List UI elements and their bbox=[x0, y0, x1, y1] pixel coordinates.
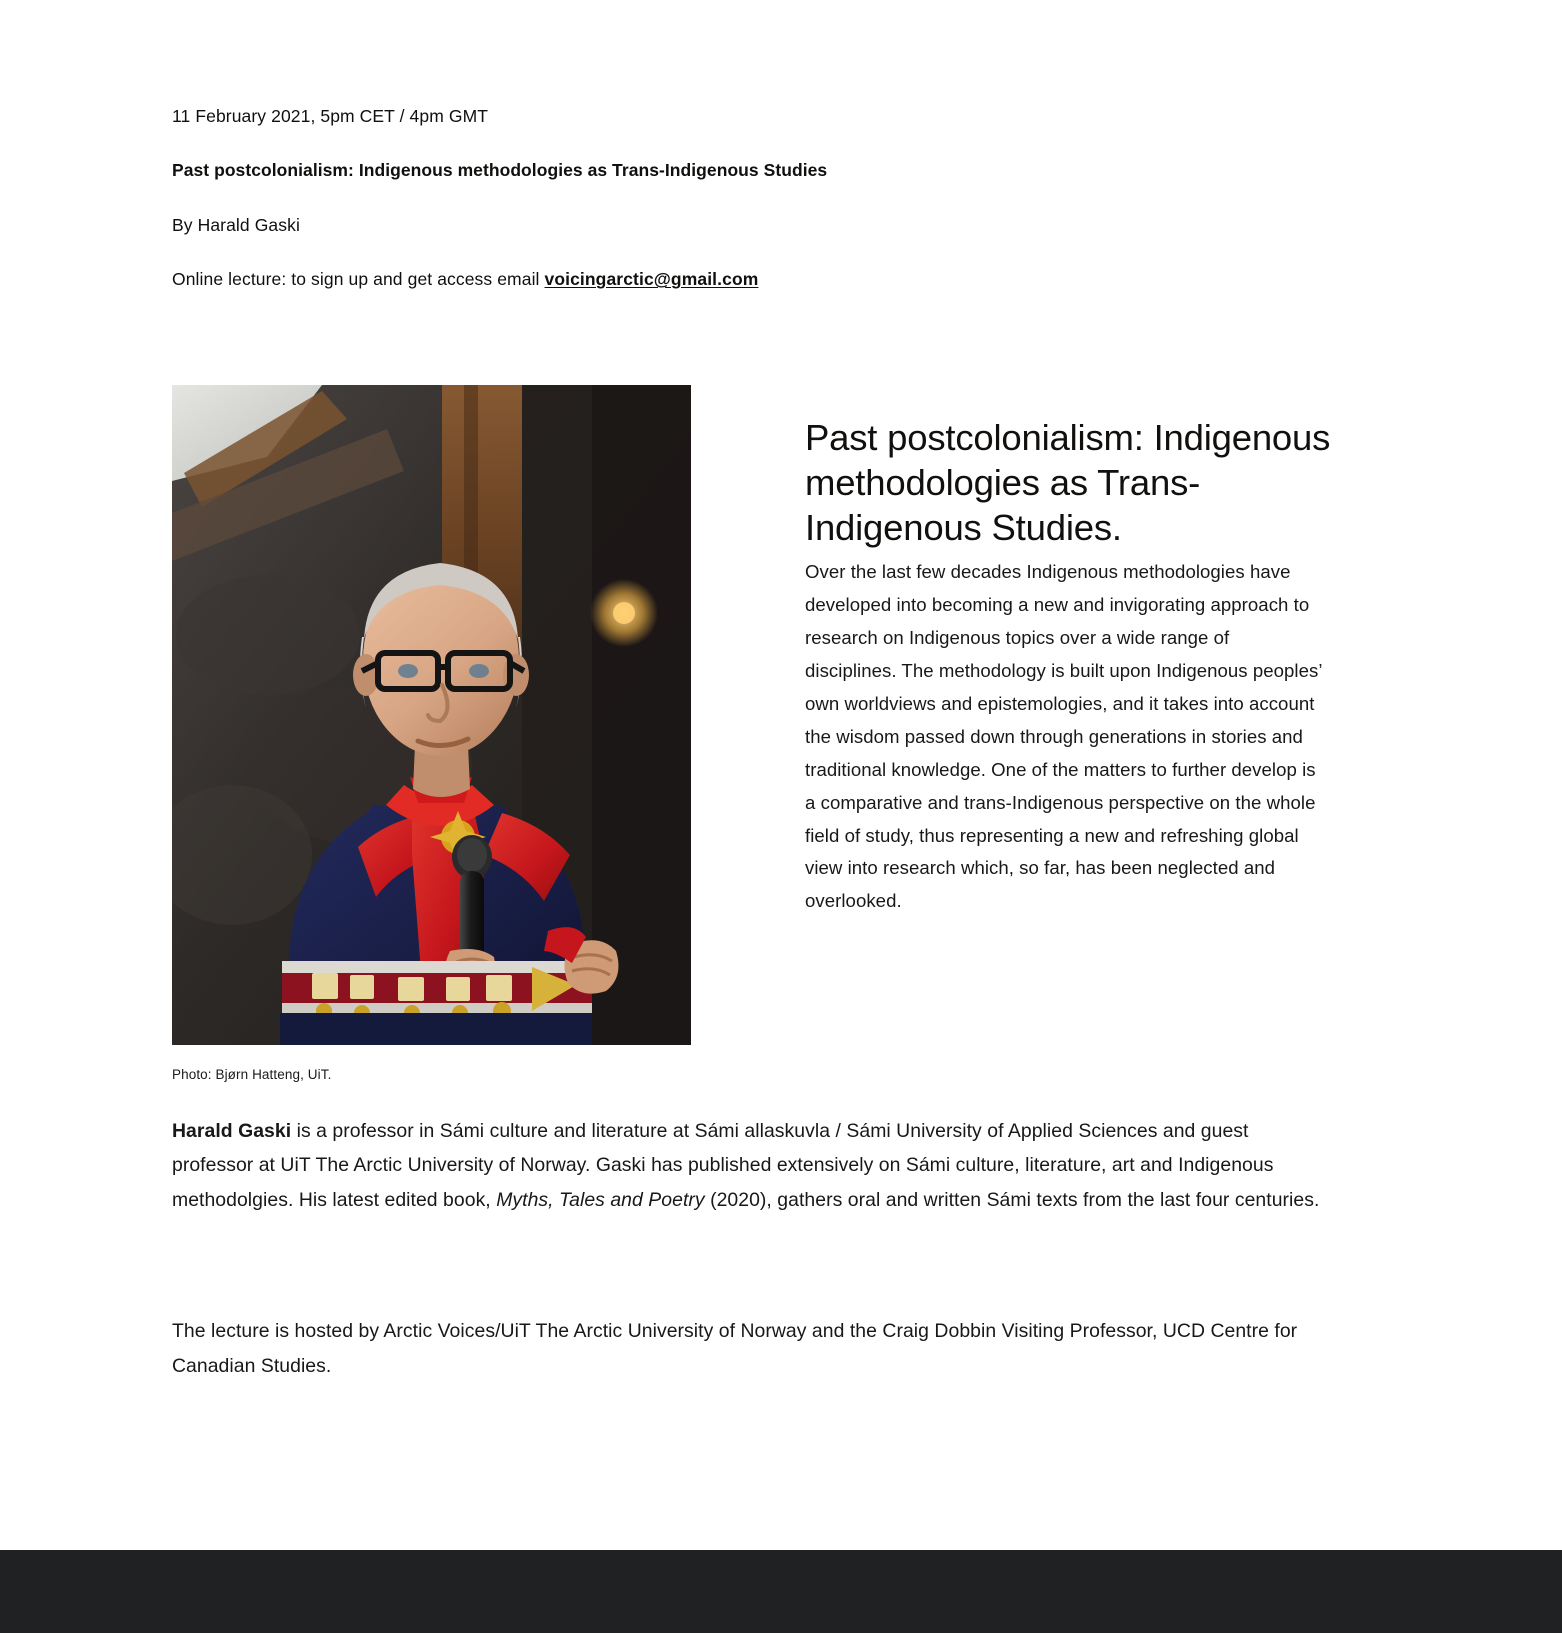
speaker-bio bbox=[172, 1114, 1332, 1218]
hosting-note: The lecture is hosted by Arctic Voices/UiT The Arctic University of Norway and the Craig Dobbin Visiting Professor, UCD Centre for Canadian Studies. bbox=[172, 1320, 1298, 1377]
photo-caption: Photo: Bjørn Hatteng, UiT. bbox=[172, 1066, 332, 1082]
lecture-heading: Past postcolonialism: Indigenous methodologies as Trans-Indigenous Studies. bbox=[805, 416, 1331, 548]
abstract-column bbox=[691, 385, 1332, 919]
lecture-abstract: Over the last few decades Indigenous methodologies have developed into becoming a new and invigorating approach to research on Indigenous topics over a wide range of disciplines. The methodology is built upon Indigenous peoples’ own worldviews and epistemologies, and it takes into account the wisdom passed down through generations in stories and traditional knowledge. One of the matters to further develop is a comparative and trans-Indigenous perspective on the whole field of study, thus representing a new and refreshing global view into research which, so far, has been neglected and overlooked. bbox=[805, 561, 1322, 912]
bio-text-part-2: (2020), gathers oral and written Sámi texts from the last four centuries. bbox=[704, 1188, 1320, 1211]
speaker-photo bbox=[172, 385, 691, 1045]
event-title: Past postcolonialism: Indigenous methodologies as Trans-Indigenous Studies bbox=[172, 160, 828, 181]
signup-line bbox=[172, 267, 1332, 292]
event-meta-block bbox=[172, 0, 1332, 293]
photo-column bbox=[172, 385, 691, 1085]
footer-band bbox=[0, 1550, 1562, 1633]
bio-book-title: Myths, Tales and Poetry bbox=[496, 1188, 705, 1211]
signup-email-link[interactable]: voicingarctic@gmail.com bbox=[544, 269, 759, 290]
photo-and-abstract-section bbox=[172, 385, 1332, 1085]
signup-prefix-text: Online lecture: to sign up and get access email bbox=[172, 269, 545, 290]
content-column bbox=[172, 0, 1332, 1403]
event-datetime: 11 February 2021, 5pm CET / 4pm GMT bbox=[172, 106, 489, 126]
bio-name: Harald Gaski bbox=[172, 1119, 292, 1142]
event-byline: By Harald Gaski bbox=[172, 214, 300, 235]
bio-text-part-1: is a professor in Sámi culture and literature at Sámi allaskuvla / Sámi University of Applied Sciences and guest professor at UiT The Arctic University of Norway. Gaski has published extensively on Sámi culture, literature, art and Indigenous methodolgies. His latest edited book, bbox=[172, 1119, 1274, 1211]
